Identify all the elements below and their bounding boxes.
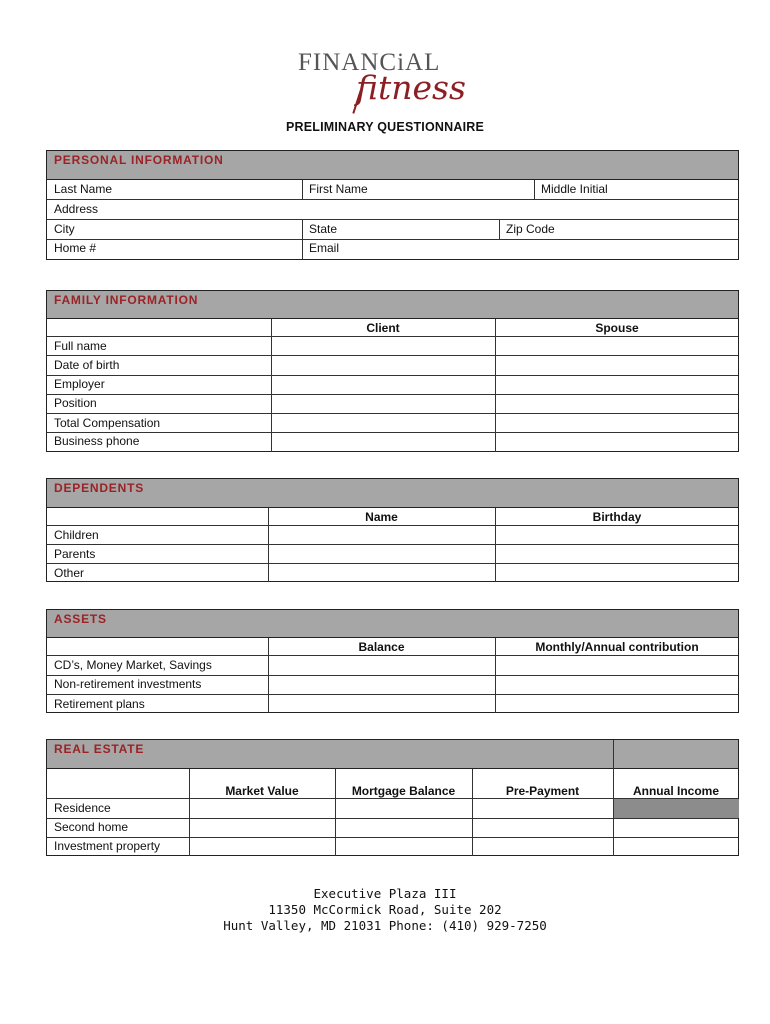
email-field[interactable]: Email (309, 241, 340, 255)
personal-information-header (47, 151, 738, 180)
section-heading: PERSONAL INFORMATION (54, 153, 224, 167)
real-estate-section (46, 739, 739, 856)
state-field[interactable]: State (309, 222, 338, 236)
real-estate-header (47, 740, 738, 769)
family-information-header (47, 291, 738, 319)
row-label-residence: Residence (54, 801, 111, 815)
assets-section (46, 609, 739, 713)
section-heading: ASSETS (54, 612, 107, 626)
family-information-section (46, 290, 739, 452)
column-header-balance: Balance (358, 640, 405, 654)
row-label-parents: Parents (54, 547, 96, 561)
row-label-investment-property: Investment property (54, 839, 161, 853)
column-header-annual-income: Annual Income (632, 784, 719, 798)
dependents-header (47, 479, 738, 508)
row-label-date-of-birth: Date of birth (54, 358, 120, 372)
footer-address (0, 886, 770, 934)
row-label-second-home: Second home (54, 820, 129, 834)
first-name-field[interactable]: First Name (309, 182, 368, 196)
section-heading: FAMILY INFORMATION (54, 293, 199, 307)
row-label-business-phone: Business phone (54, 434, 140, 448)
column-header-market-value: Market Value (225, 784, 299, 798)
city-field[interactable]: City (54, 222, 75, 236)
financial-fitness-logo (290, 44, 470, 120)
row-label-full-name: Full name (54, 339, 107, 353)
last-name-field[interactable]: Last Name (54, 182, 113, 196)
footer-line-street: 11350 McCormick Road, Suite 202 (268, 902, 502, 917)
row-label-total-compensation: Total Compensation (54, 416, 161, 430)
row-label-non-retirement: Non-retirement investments (54, 677, 202, 691)
row-label-cds-savings: CD’s, Money Market, Savings (54, 658, 212, 672)
home-phone-field[interactable]: Home # (54, 241, 97, 255)
personal-information-section (46, 150, 739, 260)
section-heading: DEPENDENTS (54, 481, 145, 495)
column-header-pre-payment: Pre-Payment (505, 784, 580, 798)
dependents-section (46, 478, 739, 582)
column-header-mortgage-balance: Mortgage Balance (351, 784, 456, 798)
footer-line-building: Executive Plaza III (313, 886, 457, 901)
assets-header (47, 610, 738, 638)
shaded-cell (614, 799, 739, 818)
logo-word-financial: FINANCiAL (298, 49, 441, 76)
row-label-position: Position (54, 396, 97, 410)
page-title: PRELIMINARY QUESTIONNAIRE (285, 120, 485, 134)
middle-initial-field[interactable]: Middle Initial (541, 182, 608, 196)
footer-line-city-phone: Hunt Valley, MD 21031 Phone: (410) 929-7250 (223, 918, 547, 933)
section-heading: REAL ESTATE (54, 742, 145, 756)
column-header-client: Client (366, 321, 400, 335)
column-header-contribution: Monthly/Annual contribution (535, 640, 699, 654)
column-header-birthday: Birthday (592, 510, 642, 524)
column-header-spouse: Spouse (595, 321, 639, 335)
row-label-retirement-plans: Retirement plans (54, 697, 145, 711)
row-label-children: Children (54, 528, 99, 542)
zip-code-field[interactable]: Zip Code (506, 222, 555, 236)
logo-word-fitness: fitness (356, 68, 466, 107)
row-label-employer: Employer (54, 377, 105, 391)
column-header-name: Name (365, 510, 398, 524)
row-label-other: Other (54, 566, 85, 580)
address-field[interactable]: Address (54, 202, 99, 216)
